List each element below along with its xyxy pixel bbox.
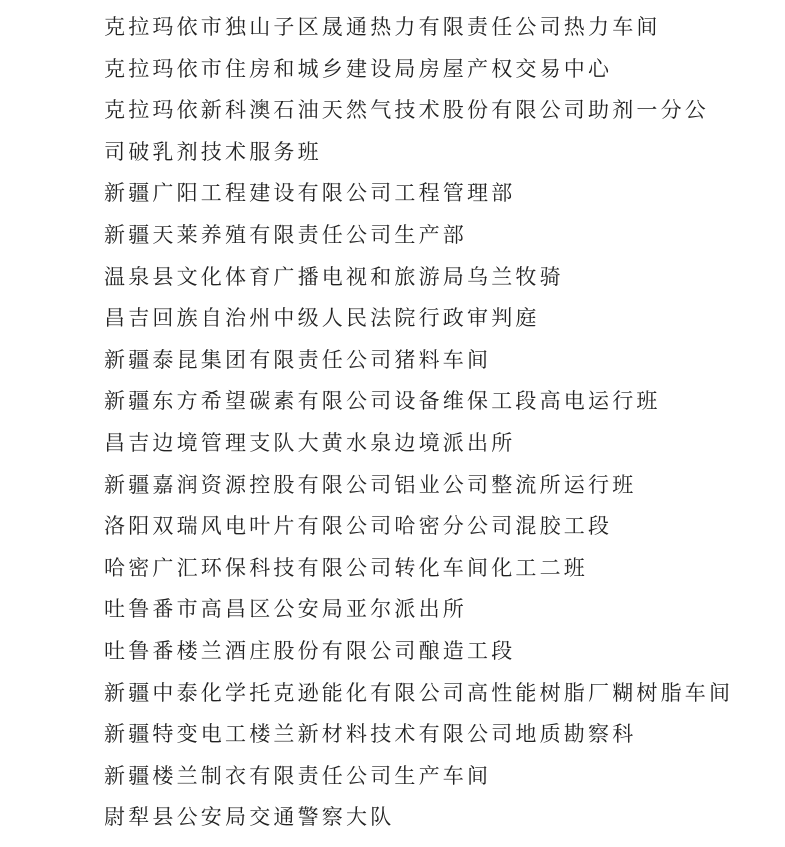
list-item: 新疆天莱养殖有限责任公司生产部 <box>104 222 467 247</box>
list-item: 司破乳剂技术服务班 <box>104 139 322 164</box>
list-item: 新疆楼兰制衣有限责任公司生产车间 <box>104 763 492 788</box>
list-item: 温泉县文化体育广播电视和旅游局乌兰牧骑 <box>104 264 564 289</box>
list-item: 新疆嘉润资源控股有限公司铝业公司整流所运行班 <box>104 472 637 497</box>
list-item: 克拉玛依新科澳石油天然气技术股份有限公司助剂一分公 <box>104 98 709 123</box>
list-item: 新疆广阳工程建设有限公司工程管理部 <box>104 181 516 206</box>
list-item: 昌吉回族自治州中级人民法院行政审判庭 <box>104 306 540 331</box>
list-item: 克拉玛依市住房和城乡建设局房屋产权交易中心 <box>104 56 613 81</box>
list-item: 尉犁县公安局交通警察大队 <box>104 805 395 830</box>
list-item: 昌吉边境管理支队大黄水泉边境派出所 <box>104 430 516 455</box>
list-item: 新疆中泰化学托克逊能化有限公司高性能树脂厂糊树脂车间 <box>104 680 734 705</box>
list-item: 吐鲁番市高昌区公安局亚尔派出所 <box>104 597 467 622</box>
list-item: 吐鲁番楼兰酒庄股份有限公司酿造工段 <box>104 638 516 663</box>
list-item: 哈密广汇环保科技有限公司转化车间化工二班 <box>104 555 588 580</box>
list-item: 新疆泰昆集团有限责任公司猪料车间 <box>104 347 492 372</box>
list-item: 新疆东方希望碳素有限公司设备维保工段高电运行班 <box>104 389 661 414</box>
list-item: 克拉玛依市独山子区晟通热力有限责任公司热力车间 <box>104 15 661 39</box>
list-item: 新疆特变电工楼兰新材料技术有限公司地质勘察科 <box>104 722 637 747</box>
organization-list <box>104 7 733 839</box>
list-item: 洛阳双瑞风电叶片有限公司哈密分公司混胶工段 <box>104 514 613 539</box>
